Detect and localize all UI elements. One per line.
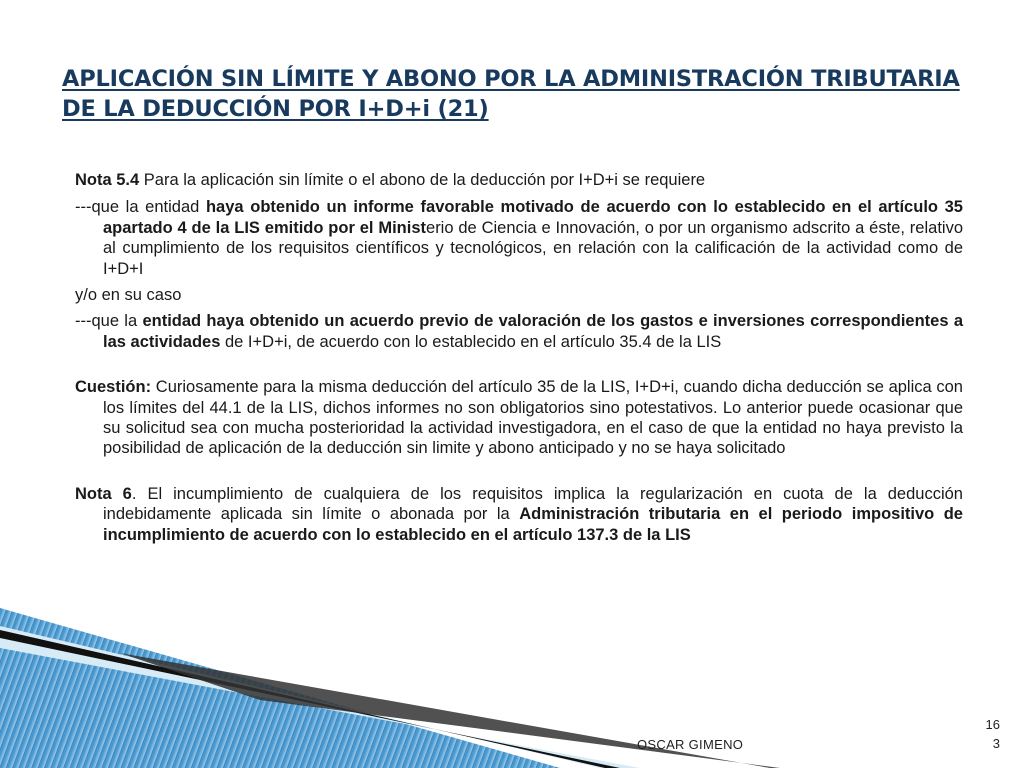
paragraph-requisito-informe — [75, 197, 963, 279]
nota-6-text: . El incumplimiento de cualquiera de los requisitos implica la regularización en cuota de la deducción indebidamente aplicada sin límite o abonada por la — [103, 484, 963, 524]
paragraph-cuestion — [75, 377, 963, 459]
paragraph-requisito-acuerdo — [75, 311, 963, 352]
cuestion-text: Curiosamente para la misma deducción del artículo 35 de la LIS, I+D+i, cuando dicha deducción se aplica con los límites del 44.1 de la LIS, dichos informes no son obligatorios sino potestativos. Lo anterior puede ocasionar que su solicitud sea con mucha posterioridad la actividad investigadora, en el caso de que la entidad no haya previsto la posibilidad de aplicación de la deducción sin limite y abono anticipado y no se haya solicitado — [103, 378, 963, 458]
nota-6-label: Nota 6 — [75, 484, 132, 503]
decorative-swoosh — [0, 608, 1024, 768]
nota-5-4-text: Para la aplicación sin límite o el abono de la deducción por I+D+i se requiere — [139, 171, 706, 189]
paragraph-y-o — [75, 285, 963, 305]
requisito-informe-rest: erio de Ciencia e Innovación, o por un organismo adscrito a éste, relativo al cumplimiento de los requisitos científicos y tecnológicos, en relación con la calificación de la actividad como de I+D+I — [103, 218, 963, 278]
slide-title: APLICACIÓN SIN LÍMITE Y ABONO POR LA ADMINISTRACIÓN TRIBUTARIA DE LA DEDUCCIÓN POR I+D+i (21) — [62, 66, 960, 122]
requisito-acuerdo-bold: entidad haya obtenido un acuerdo previo de valoración de los gastos e inversiones correspondientes a las actividades — [103, 312, 963, 351]
paragraph-nota-5-4 — [75, 170, 963, 190]
requisito-informe-bold: haya obtenido un informe favorable motivado de acuerdo con lo establecido en el artículo 35 apartado 4 de la LIS emitido por el Minist — [103, 198, 963, 237]
paragraph-nota-6 — [75, 484, 963, 545]
page-number: 16 3 — [985, 717, 1000, 751]
slide-body — [75, 170, 963, 545]
nota-5-4-label: Nota 5.4 — [75, 171, 140, 189]
requisito-informe-lead: ---que la entidad — [75, 198, 206, 217]
requisito-acuerdo-lead: ---que la — [75, 312, 143, 331]
nota-6-bold: Administración tributaria en el periodo impositivo de incumplimiento de acuerdo con lo establecido en el artículo 137.3 de la LIS — [103, 505, 963, 544]
requisito-acuerdo-rest: de I+D+i, de acuerdo con lo establecido en el artículo 35.4 de la LIS — [220, 332, 722, 351]
y-o-text: y/o en su caso — [75, 286, 182, 305]
cuestion-label: Cuestión: — [75, 378, 152, 397]
footer-author: OSCAR GIMENO — [637, 737, 744, 752]
